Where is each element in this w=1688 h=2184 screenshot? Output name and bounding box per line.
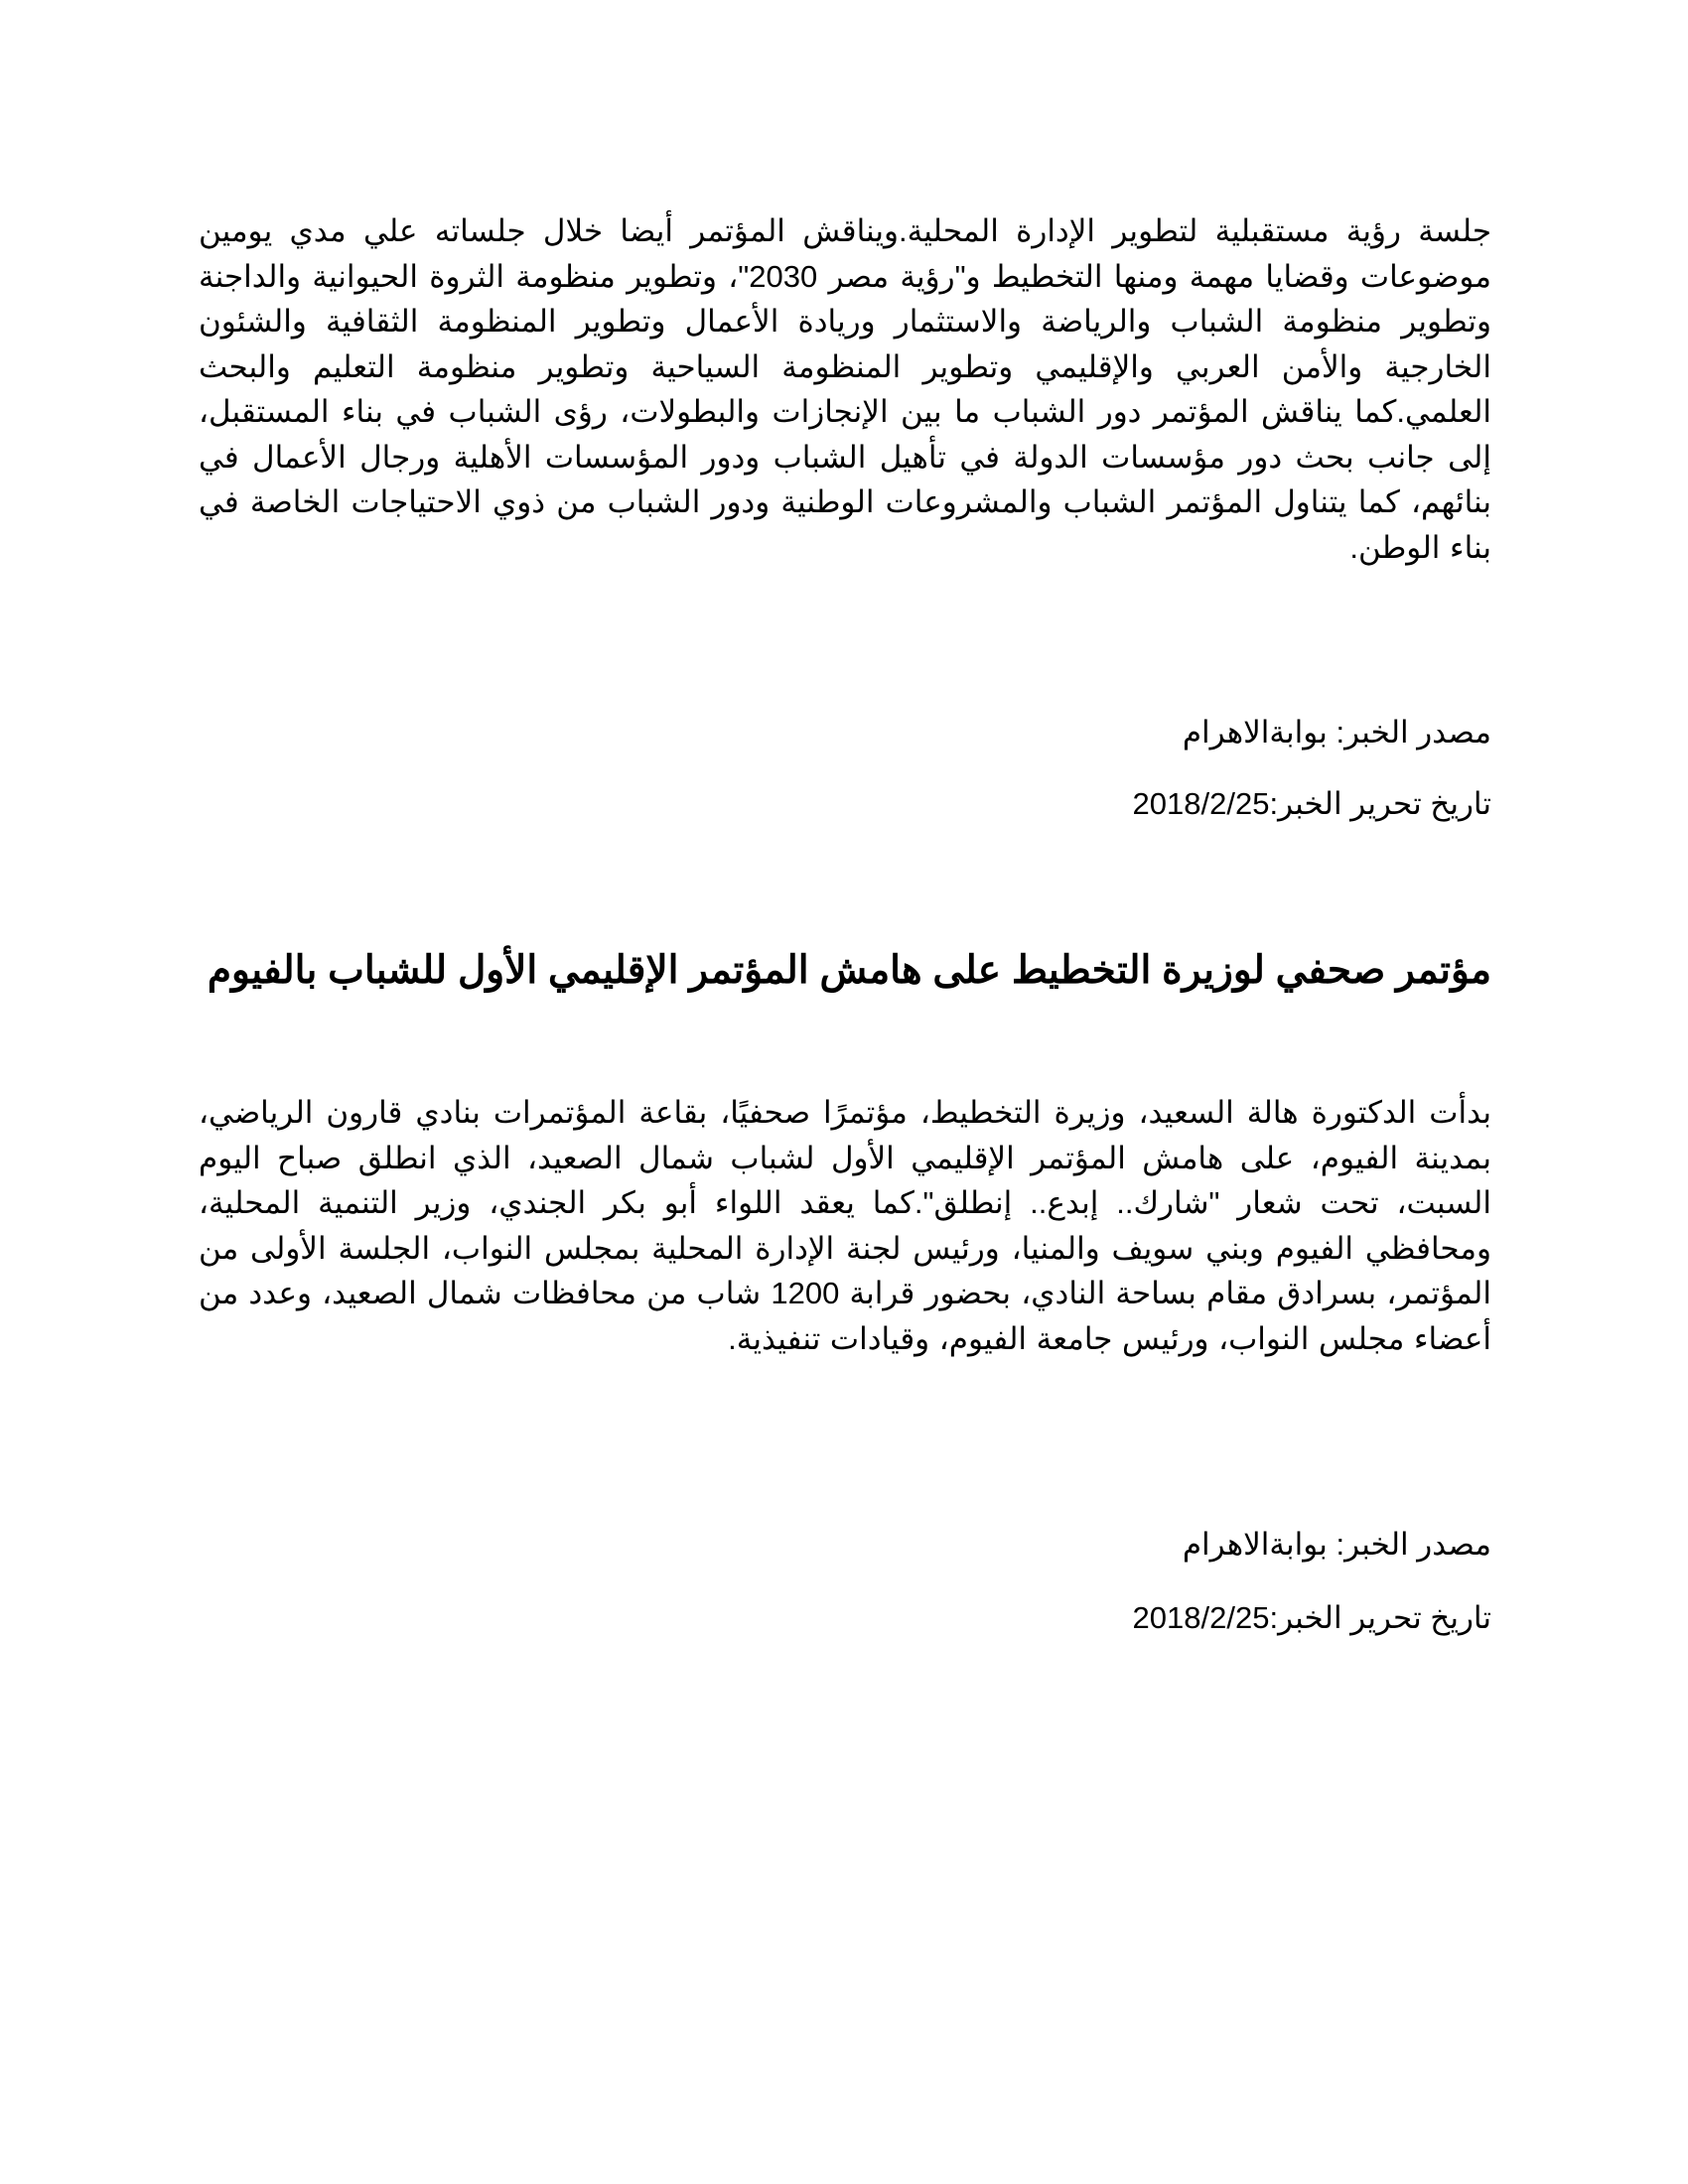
date-value: 2018/2/25 xyxy=(1132,786,1270,821)
source-label: مصدر الخبر: xyxy=(1327,1527,1491,1562)
source-value: بوابةالاهرام xyxy=(1182,1527,1328,1562)
article-1-body: جلسة رؤية مستقبلية لتطوير الإدارة المحلية.ويناقش المؤتمر أيضا خلال جلساته علي مدي يومين موضوعات وقضايا مهمة ومنها التخطيط و"رؤية مصر 2030"، وتطوير منظومة الثروة الحيوانية والداجنة وتطوير منظومة الشباب والرياضة والاستثمار وريادة الأعمال وتطوير المنظومة الثقافية والشئون الخارجية والأمن العربي والإقليمي وتطوير المنظومة السياحية وتطوير منظومة التعليم والبحث العلمي.كما يناقش المؤتمر دور الشباب ما بين الإنجازات والبطولات، رؤى الشباب في بناء المستقبل، إلى جانب بحث دور مؤسسات الدولة في تأهيل الشباب ودور المؤسسات الأهلية ورجال الأعمال في بنائهم، كما يتناول المؤتمر الشباب والمشروعات الوطنية ودور الشباب من ذوي الاحتياجات الخاصة في بناء الوطن. xyxy=(199,213,1491,565)
date-label: تاريخ تحرير الخبر: xyxy=(1269,786,1491,821)
article-2-title: مؤتمر صحفي لوزيرة التخطيط على هامش المؤتمر الإقليمي الأول للشباب بالفيوم xyxy=(207,949,1491,992)
article-2-body: بدأت الدكتورة هالة السعيد، وزيرة التخطيط، مؤتمرًا صحفيًا، بقاعة المؤتمرات بنادي قارون الرياضي، بمدينة الفيوم، على هامش المؤتمر الإقليمي الأول لشباب شمال الصعيد، الذي انطلق صباح اليوم السبت، تحت شعار "شارك.. إبدع.. إنطلق".كما يعقد اللواء أبو بكر الجندي، وزير التنمية المحلية، ومحافظي الفيوم وبني سويف والمنيا، ورئيس لجنة الإدارة المحلية بمجلس النواب، الجلسة الأولى من المؤتمر، بسرادق مقام بساحة النادي، بحضور قرابة 1200 شاب من محافظات شمال الصعيد، وعدد من أعضاء مجلس النواب، ورئيس جامعة الفيوم، وقيادات تنفيذية. xyxy=(199,1095,1491,1356)
date-value: 2018/2/25 xyxy=(1132,1600,1270,1635)
article-2-date xyxy=(1133,1598,1491,1638)
source-value: بوابةالاهرام xyxy=(1182,715,1328,750)
article-1-source xyxy=(1183,713,1491,752)
date-label: تاريخ تحرير الخبر: xyxy=(1269,1600,1491,1635)
article-1-date xyxy=(1133,784,1491,824)
article-2-source xyxy=(1183,1525,1491,1565)
source-label: مصدر الخبر: xyxy=(1327,715,1491,750)
